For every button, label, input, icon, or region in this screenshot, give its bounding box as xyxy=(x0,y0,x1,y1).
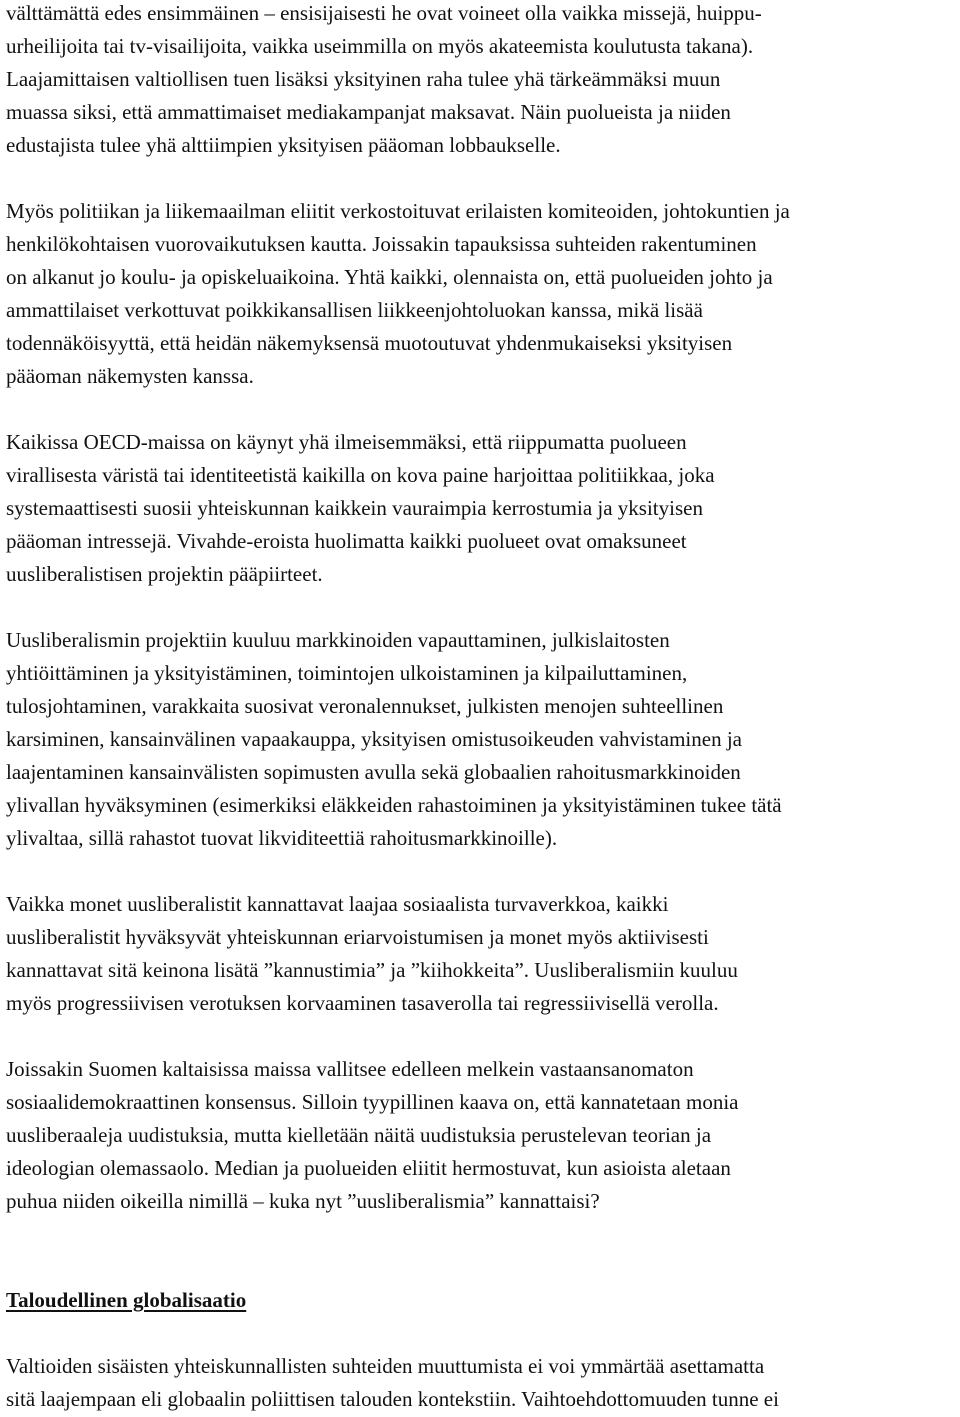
text-line: henkilökohtaisen vuorovaikutuksen kautta. Joissakin tapauksissa suhteiden rakentuminen xyxy=(6,232,757,256)
text-line: välttämättä edes ensimmäinen – ensisijaisesti he ovat voineet olla vaikka missejä, huippu- xyxy=(6,1,762,25)
paragraph-5 xyxy=(6,888,960,1020)
text-line: edustajista tulee yhä alttiimpien yksityisen pääoman lobbaukselle. xyxy=(6,133,561,157)
text-line: sitä laajempaan eli globaalin poliittisen talouden kontekstiin. Vaihtoehdottomuuden tunne ei xyxy=(6,1387,779,1411)
text-line: Myös politiikan ja liikemaailman eliitit verkostoituvat erilaisten komiteoiden, johtokuntien ja xyxy=(6,199,790,223)
text-line: Kaikissa OECD-maissa on käynyt yhä ilmeisemmäksi, että riippumatta puolueen xyxy=(6,430,687,454)
text-line: uusliberalistit hyväksyvät yhteiskunnan eriarvoistumisen ja monet myös aktiivisesti xyxy=(6,925,709,949)
text-line: uusliberalistisen projektin pääpiirteet. xyxy=(6,562,323,586)
text-line: tulosjohtaminen, varakkaita suosivat veronalennukset, julkisten menojen suhteellinen xyxy=(6,694,724,718)
text-line: karsiminen, kansainvälinen vapaakauppa, yksityisen omistusoikeuden vahvistaminen ja xyxy=(6,727,742,751)
text-line: Joissakin Suomen kaltaisissa maissa vallitsee edelleen melkein vastaansanomaton xyxy=(6,1057,694,1081)
text-line: muassa siksi, että ammattimaiset mediakampanjat maksavat. Näin puolueista ja niiden xyxy=(6,100,731,124)
paragraph-4 xyxy=(6,624,960,855)
document-page xyxy=(6,0,960,1416)
paragraph-3 xyxy=(6,426,960,591)
text-line: Vaikka monet uusliberalistit kannattavat laajaa sosiaalista turvaverkkoa, kaikki xyxy=(6,892,669,916)
text-line: sosiaalidemokraattinen konsensus. Silloin tyypillinen kaava on, että kannatetaan monia xyxy=(6,1090,739,1114)
paragraph-2 xyxy=(6,195,960,393)
text-line: ideologian olemassaolo. Median ja puolueiden eliitit hermostuvat, kun asioista aletaan xyxy=(6,1156,731,1180)
paragraph-1 xyxy=(6,0,960,162)
text-line: yhtiöittäminen ja yksityistäminen, toimintojen ulkoistaminen ja kilpailuttaminen, xyxy=(6,661,688,685)
text-line: puhua niiden oikeilla nimillä – kuka nyt ”uusliberalismia” kannattaisi? xyxy=(6,1189,600,1213)
text-line: on alkanut jo koulu- ja opiskeluaikoina. Yhtä kaikki, olennaista on, että puolueiden johto ja xyxy=(6,265,773,289)
text-line: ammattilaiset verkottuvat poikkikansallisen liikkeenjohtoluokan kanssa, mikä lisää xyxy=(6,298,703,322)
text-line: systemaattisesti suosii yhteiskunnan kaikkein vauraimpia kerrostumia ja yksityisen xyxy=(6,496,703,520)
text-line: Laajamittaisen valtiollisen tuen lisäksi yksityinen raha tulee yhä tärkeämmäksi muun xyxy=(6,67,721,91)
text-line: pääoman näkemysten kanssa. xyxy=(6,364,254,388)
text-line: laajentaminen kansainvälisten sopimusten avulla sekä globaalien rahoitusmarkkinoiden xyxy=(6,760,741,784)
text-line: myös progressiivisen verotuksen korvaaminen tasaverolla tai regressiivisellä verolla. xyxy=(6,991,719,1015)
text-line: urheilijoita tai tv-visailijoita, vaikka useimmilla on myös akateemista koulutusta takana). xyxy=(6,34,754,58)
text-line: kannattavat sitä keinona lisätä ”kannustimia” ja ”kiihokkeita”. Uusliberalismiin kuuluu xyxy=(6,958,738,982)
text-line: todennäköisyyttä, että heidän näkemyksensä muotoutuvat yhdenmukaiseksi yksityisen xyxy=(6,331,733,355)
paragraph-7 xyxy=(6,1350,960,1416)
paragraph-6 xyxy=(6,1053,960,1218)
text-line: uusliberaaleja uudistuksia, mutta kielletään näitä uudistuksia perustelevan teorian ja xyxy=(6,1123,712,1147)
text-line: pääoman intressejä. Vivahde-eroista huolimatta kaikki puolueet ovat omaksuneet xyxy=(6,529,687,553)
section-heading: Taloudellinen globalisaatio xyxy=(6,1288,247,1312)
text-line: Valtioiden sisäisten yhteiskunnallisten suhteiden muuttumista ei voi ymmärtää asettamatta xyxy=(6,1354,765,1378)
text-line: ylivallan hyväksyminen (esimerkiksi eläkkeiden rahastoiminen ja yksityistäminen tukee tätä xyxy=(6,793,782,817)
text-line: ylivaltaa, sillä rahastot tuovat likviditeettiä rahoitusmarkkinoille). xyxy=(6,826,558,850)
text-line: virallisesta väristä tai identiteetistä kaikilla on kova paine harjoittaa politiikkaa, joka xyxy=(6,463,715,487)
text-line: Uusliberalismin projektiin kuuluu markkinoiden vapauttaminen, julkislaitosten xyxy=(6,628,670,652)
